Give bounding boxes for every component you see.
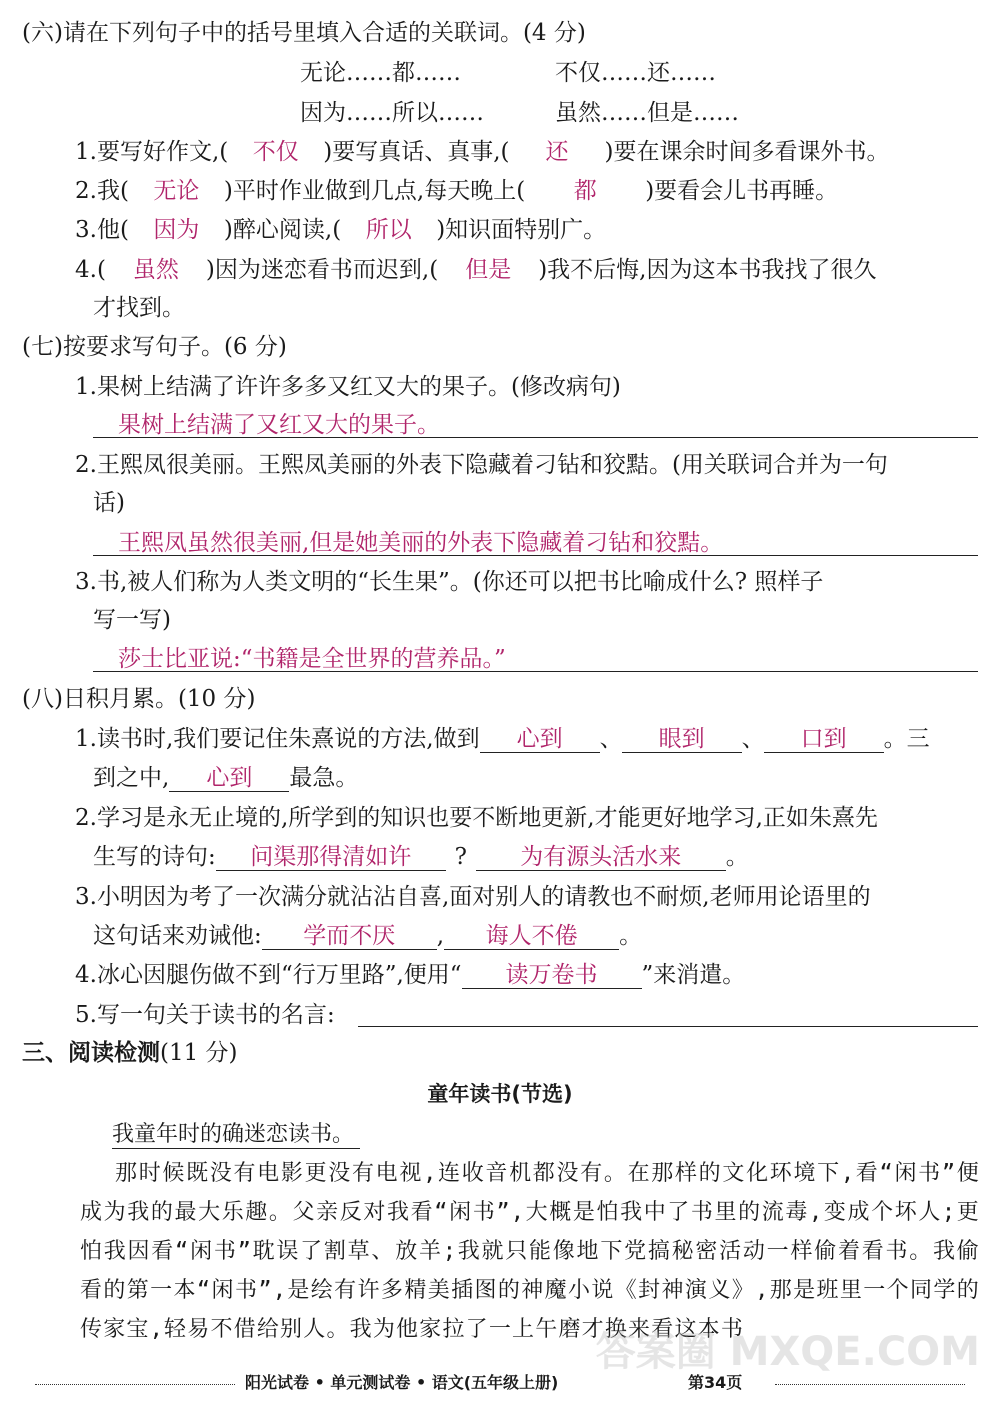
- s7-answer-1: 果树上结满了又红又大的果子。: [118, 412, 440, 438]
- s8-question-1: 1.读书时,我们要记住朱熹说的方法,做到 心到 、 眼到 、 口到 。三: [75, 726, 930, 752]
- answer-blank: 问渠那得清如许: [216, 844, 446, 871]
- answer-blank: 为有源头活水来: [476, 844, 726, 871]
- s8-question-3-cont: 这句话来劝诫他: 学而不厌 , 诲人不倦 。: [93, 923, 643, 949]
- s6-question-1: 1.要写好作文,( 不仅 )要写真话、真事,( 还 )要在课余时间多看课外书。: [75, 139, 890, 165]
- section-7-header: (七)按要求写句子。(6 分): [22, 334, 287, 360]
- footer-title: 阳光试卷 • 单元测试卷 • 语文(五年级上册): [245, 1373, 559, 1392]
- s6-question-4: 4.( 虽然 )因为迷恋看书而迟到,( 但是 )我不后悔,因为这本书我找了很久: [75, 257, 877, 283]
- section-3-header: 三、阅读检测(11 分): [22, 1040, 238, 1066]
- page-number: 第34页: [688, 1373, 743, 1392]
- s8-question-4: 4.冰心因腿伤做不到“行万里路”,便用“ 读万卷书 ”来消遣。: [75, 962, 746, 988]
- answer-blank: 心到: [480, 726, 600, 753]
- s7-answer-2: 王熙凤虽然很美丽,但是她美丽的外表下隐藏着刁钻和狡黠。: [118, 530, 724, 556]
- answer-line: [358, 1026, 978, 1027]
- passage-title: 童年读书(节选): [427, 1082, 573, 1106]
- s8-question-1-cont: 到之中, 心到 最急。: [93, 765, 359, 791]
- answer-blank: 心到: [169, 765, 289, 792]
- s8-question-2: 2.学习是永无止境的,所学到的知识也要不断地更新,才能更好地学习,正如朱熹先: [75, 805, 878, 831]
- word-bank-2: 不仅……还……: [555, 60, 716, 86]
- s8-question-2-cont: 生写的诗句: 问渠那得清如许 ? 为有源头活水来 。: [93, 844, 749, 870]
- answer-line: [93, 671, 978, 672]
- answer-blank: 读万卷书: [462, 962, 642, 989]
- s7-question-2-cont: 话): [93, 490, 125, 516]
- section-6-header: (六)请在下列句子中的括号里填入合适的关联词。(4 分): [22, 20, 586, 46]
- answer: 但是: [465, 257, 512, 283]
- section-8-header: (八)日积月累。(10 分): [22, 686, 256, 712]
- s7-question-2: 2.王熙凤很美丽。王熙凤美丽的外表下隐藏着刁钻和狡黠。(用关联词合并为一句: [75, 452, 888, 478]
- word-bank-4: 虽然……但是……: [555, 100, 739, 126]
- s7-question-3: 3.书,被人们称为人类文明的“长生果”。(你还可以把书比喻成什么? 照样子: [75, 569, 824, 595]
- answer: 不仅: [252, 139, 299, 165]
- answer: 因为: [153, 217, 200, 243]
- answer: 都: [573, 178, 597, 204]
- answer: 虽然: [132, 257, 179, 283]
- s7-question-3-cont: 写一写): [93, 607, 171, 633]
- answer-line: [93, 555, 978, 556]
- word-bank-3: 因为……所以……: [300, 100, 484, 126]
- answer-line: [93, 437, 978, 438]
- word-bank-1: 无论……都……: [300, 60, 461, 86]
- answer-blank: 诲人不倦: [444, 923, 619, 950]
- s8-question-5: 5.写一句关于读书的名言:: [75, 1002, 335, 1028]
- answer: 无论: [153, 178, 200, 204]
- answer: 所以: [365, 217, 412, 243]
- passage-first-line: 我童年时的确迷恋读书。: [112, 1122, 360, 1149]
- s6-question-2: 2.我( 无论 )平时作业做到几点,每天晚上( 都 )要看会儿书再睡。: [75, 178, 839, 204]
- s6-question-3: 3.他( 因为 )醉心阅读,( 所以 )知识面特别广。: [75, 217, 607, 243]
- s8-question-3: 3.小明因为考了一次满分就沾沾自喜,面对别人的请教也不耐烦,老师用论语里的: [75, 884, 871, 910]
- answer-blank: 口到: [764, 726, 884, 753]
- watermark: 答案圈 MXQE.COM: [595, 1329, 980, 1375]
- passage-paragraph: 那时候既没有电影更没有电视,连收音机都没有。在那样的文化环境下,看“闲书”便成为我的最大乐趣。父亲反对我看“闲书”,大概是怕我中了书里的流毒,变成个坏人;更怕我因看“闲书”耽误了割草、放羊;我就只能像地下党搞秘密活动一样偷着看书。我偷看的第一本“闲书”,是绘有许多精美插图的神魔小说《封神演义》,那是班里一个同学的传家宝,轻易不借给别人。我为他家拉了一上午磨才换来看这本书: [80, 1161, 980, 1342]
- answer-blank: 学而不厌: [262, 923, 437, 950]
- s7-answer-3: 莎士比亚说:“书籍是全世界的营养品。”: [118, 646, 506, 672]
- s7-question-1: 1.果树上结满了许许多多又红又大的果子。(修改病句): [75, 374, 621, 400]
- answer: 还: [545, 139, 569, 165]
- s6-question-4-cont: 才找到。: [93, 295, 185, 321]
- answer-blank: 眼到: [622, 726, 742, 753]
